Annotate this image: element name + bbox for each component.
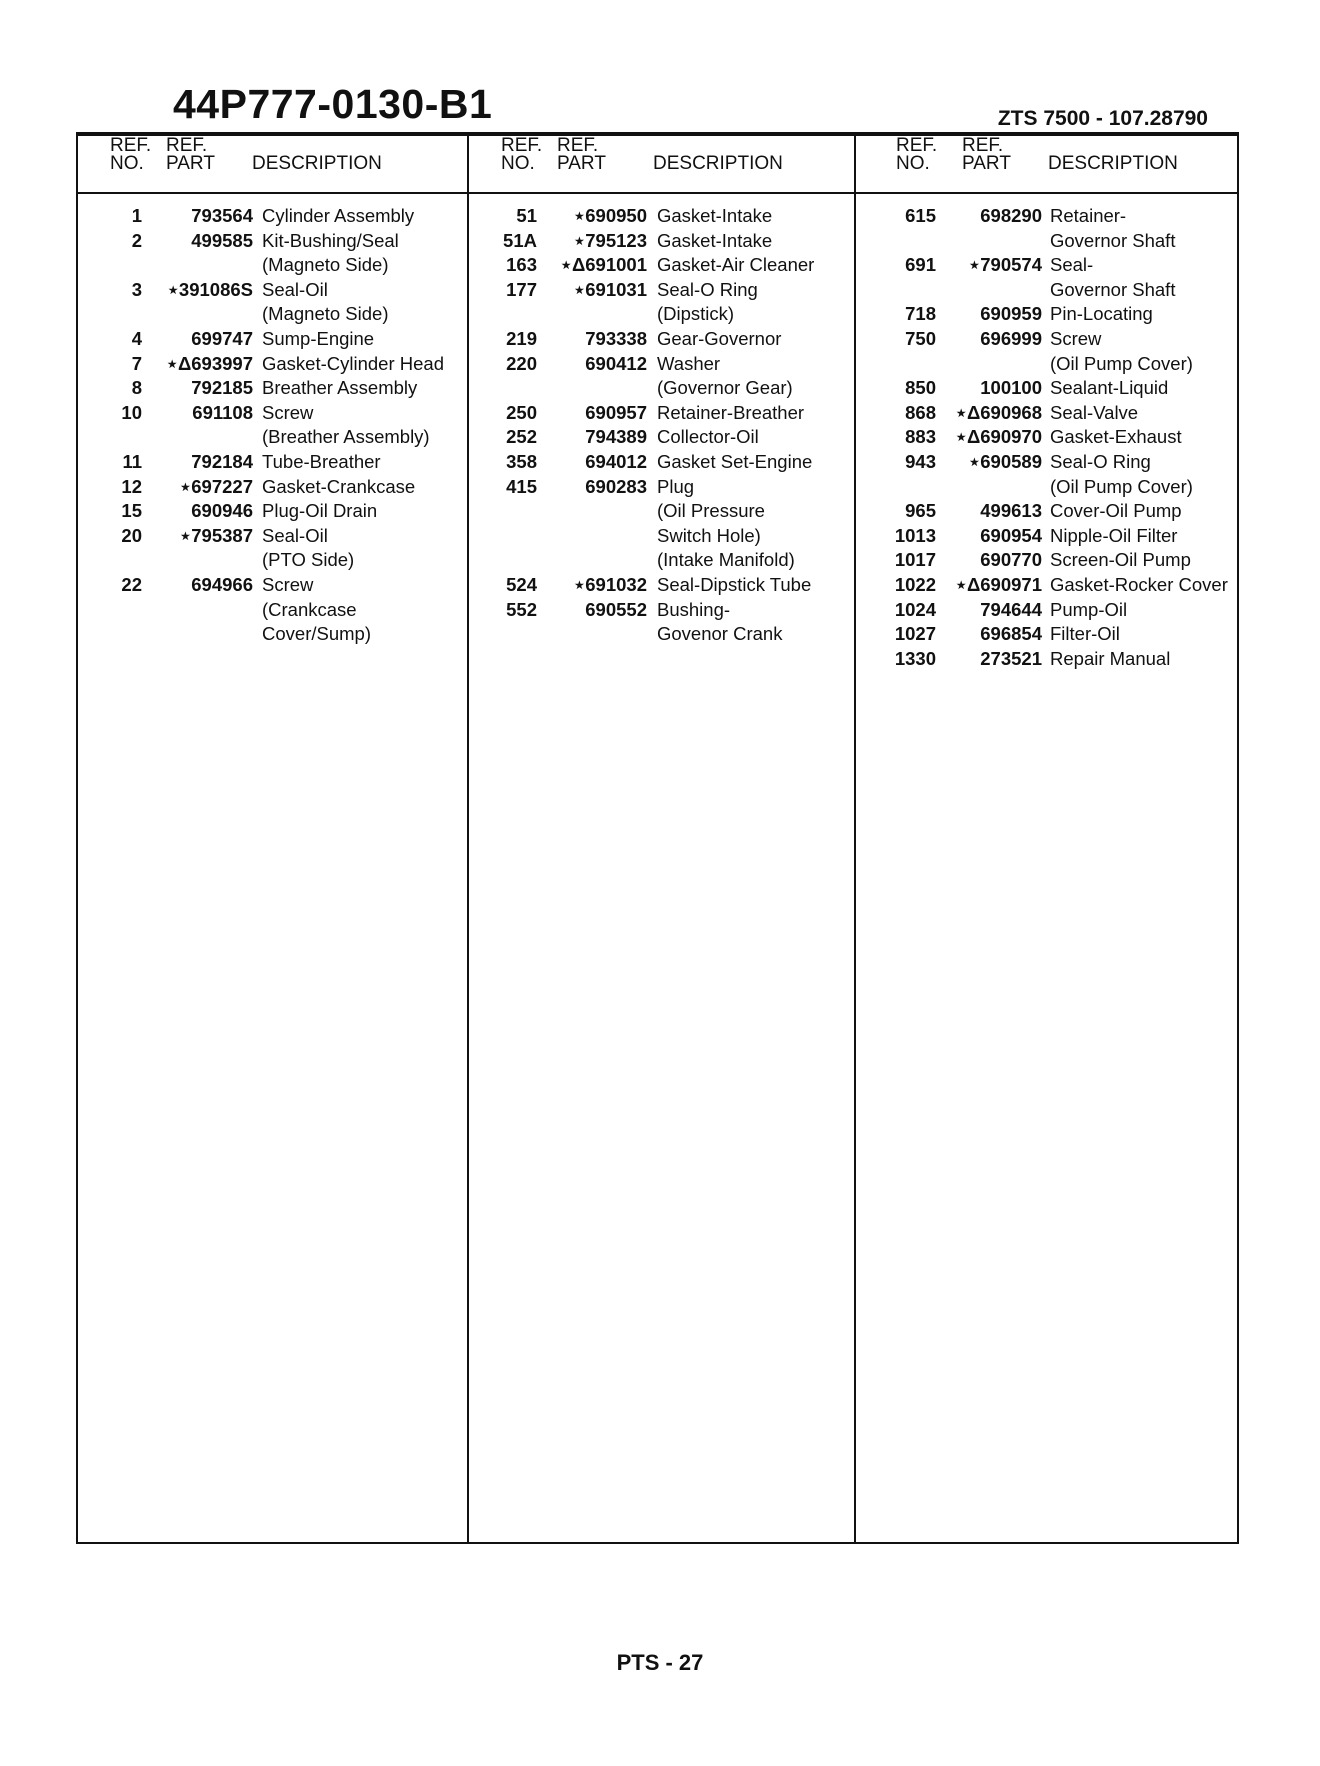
table-row <box>469 253 856 278</box>
table-row <box>78 524 467 549</box>
table-row <box>78 425 467 450</box>
part-number: ⋆690950 <box>573 205 647 226</box>
ref-number: 51 <box>516 205 537 226</box>
part-number: 793338 <box>585 327 647 349</box>
table-row <box>469 548 856 573</box>
ref-number: 51A <box>503 229 537 251</box>
ref-number: 22 <box>121 573 142 595</box>
part-description: (Governor Gear) <box>657 377 793 399</box>
part-description: Sealant-Liquid <box>1050 377 1169 399</box>
ref-number: 868 <box>905 401 936 423</box>
header-no-label: NO. <box>896 153 930 174</box>
table-row <box>856 278 1239 303</box>
table-row <box>469 475 856 500</box>
ref-number: 3 <box>131 278 142 300</box>
model-number: ZTS 7500 - 107.28790 <box>997 107 1208 130</box>
header-description-label: DESCRIPTION <box>653 153 783 174</box>
table-row <box>856 204 1239 229</box>
part-description: Gasket Set-Engine <box>657 450 813 472</box>
table-row <box>469 229 856 254</box>
ref-number: 615 <box>905 205 936 226</box>
ref-number: 524 <box>506 573 537 595</box>
header-ref-label: REF. <box>896 135 938 156</box>
part-description: Governor Shaft <box>1050 229 1176 251</box>
part-number: 698290 <box>980 205 1042 226</box>
header-ref-label: REF. <box>557 135 599 156</box>
part-description: Gasket-Exhaust <box>1050 426 1182 448</box>
table-row <box>856 401 1239 426</box>
part-description: Retainer- <box>1050 205 1127 226</box>
part-description: Seal-Dipstick Tube <box>657 573 812 595</box>
table-row <box>856 598 1239 623</box>
part-number: 690946 <box>191 500 253 522</box>
ref-number: 12 <box>121 475 142 497</box>
part-description: Pin-Locating <box>1050 303 1153 325</box>
part-number: ⋆690589 <box>968 450 1042 472</box>
table-row <box>469 425 856 450</box>
part-description: Filter-Oil <box>1050 623 1120 645</box>
table-row <box>856 475 1239 500</box>
part-number: 100100 <box>980 377 1042 399</box>
table-row <box>469 376 856 401</box>
ref-number: 358 <box>506 450 537 472</box>
table-row <box>469 598 856 623</box>
part-number: 792185 <box>191 377 253 399</box>
part-number: ⋆795387 <box>179 524 253 546</box>
ref-number: 4 <box>131 327 142 349</box>
header-ref-label: REF. <box>110 135 152 156</box>
column-header <box>856 136 1239 194</box>
table-row <box>78 622 467 647</box>
part-description: Govenor Crank <box>657 623 783 645</box>
table-row <box>78 278 467 303</box>
part-number: 690552 <box>585 598 647 620</box>
ref-number: 750 <box>905 327 936 349</box>
table-row <box>78 499 467 524</box>
part-number: 794389 <box>585 426 647 448</box>
part-list-title: 44P777-0130-B1 <box>173 81 493 127</box>
part-description: Seal-O Ring <box>657 278 758 300</box>
column-header <box>78 136 467 194</box>
ref-number: 7 <box>131 352 142 374</box>
table-row <box>469 278 856 303</box>
part-description: Cover/Sump) <box>262 623 371 645</box>
ref-number: 1013 <box>894 524 936 546</box>
header-description-label: DESCRIPTION <box>252 153 382 174</box>
ref-number: 415 <box>506 475 537 497</box>
parts-column-1 <box>78 136 467 1542</box>
table-row <box>78 327 467 352</box>
part-description: Gasket-Air Cleaner <box>657 254 815 276</box>
header-part-label: PART <box>166 153 215 174</box>
part-description: (Intake Manifold) <box>657 549 795 571</box>
part-description: Repair Manual <box>1050 647 1171 669</box>
part-number: 794644 <box>980 598 1042 620</box>
part-description: Plug <box>657 475 695 497</box>
table-row <box>469 573 856 598</box>
part-description: Plug-Oil Drain <box>262 500 378 522</box>
ref-number: 965 <box>905 500 936 522</box>
parts-column-3 <box>854 136 1239 1542</box>
table-row <box>856 499 1239 524</box>
ref-number: 1022 <box>894 573 936 595</box>
table-row <box>78 302 467 327</box>
table-row <box>469 450 856 475</box>
part-description: Collector-Oil <box>657 426 759 448</box>
part-description: (Oil Pressure <box>657 500 765 522</box>
part-description: Seal-Oil <box>262 278 328 300</box>
ref-number: 15 <box>121 500 142 522</box>
part-number: 499585 <box>191 229 253 251</box>
table-row <box>856 302 1239 327</box>
part-description: Gasket-Crankcase <box>262 475 416 497</box>
part-number: ⋆795123 <box>573 229 647 251</box>
table-row <box>856 327 1239 352</box>
part-number: 696854 <box>980 623 1042 645</box>
part-description: Seal-O Ring <box>1050 450 1151 472</box>
table-row <box>78 352 467 377</box>
part-description: Gasket-Rocker Cover <box>1050 573 1228 595</box>
part-number: ⋆790574 <box>968 254 1042 276</box>
header-ref-label: REF. <box>962 135 1004 156</box>
table-row <box>856 450 1239 475</box>
ref-number: 11 <box>122 450 142 472</box>
header-ref-label: REF. <box>166 135 208 156</box>
part-number: ⋆391086S <box>167 278 253 300</box>
part-description: Pump-Oil <box>1050 598 1128 620</box>
table-row <box>856 573 1239 598</box>
ref-number: 1024 <box>894 598 936 620</box>
column-header <box>469 136 856 194</box>
part-number: ⋆Δ690971 <box>955 573 1042 595</box>
ref-number: 2 <box>131 229 142 251</box>
part-number: 699747 <box>191 327 253 349</box>
ref-number: 850 <box>905 377 936 399</box>
table-row <box>469 524 856 549</box>
table-row <box>78 401 467 426</box>
table-row <box>856 425 1239 450</box>
part-description: Washer <box>657 352 721 374</box>
table-row <box>856 253 1239 278</box>
part-number: 690770 <box>980 549 1042 571</box>
header-description-label: DESCRIPTION <box>1048 153 1178 174</box>
part-number: ⋆Δ690970 <box>955 426 1042 448</box>
part-description: Screen-Oil Pump <box>1050 549 1191 571</box>
table-row <box>469 302 856 327</box>
parts-rows <box>856 204 1239 671</box>
header-no-label: NO. <box>501 153 535 174</box>
table-row <box>78 598 467 623</box>
ref-number: 718 <box>905 303 936 325</box>
ref-number: 8 <box>131 377 142 399</box>
table-row <box>78 475 467 500</box>
table-row <box>856 376 1239 401</box>
part-description: (Oil Pump Cover) <box>1050 475 1193 497</box>
part-description: Kit-Bushing/Seal <box>262 229 399 251</box>
part-number: 793564 <box>191 205 253 226</box>
part-description: Cover-Oil Pump <box>1050 500 1182 522</box>
part-number: 694966 <box>191 573 253 595</box>
table-row <box>469 327 856 352</box>
part-number: ⋆691032 <box>573 573 647 595</box>
part-number: 696999 <box>980 327 1042 349</box>
ref-number: 177 <box>506 278 537 300</box>
table-row <box>469 622 856 647</box>
part-description: Screw <box>1050 327 1102 349</box>
part-description: Gasket-Intake <box>657 205 773 226</box>
part-description: Gasket-Intake <box>657 229 773 251</box>
table-row <box>856 352 1239 377</box>
part-number: 694012 <box>585 450 647 472</box>
part-number: 499613 <box>980 500 1042 522</box>
part-description: Seal-Valve <box>1050 401 1139 423</box>
part-description: (Crankcase <box>262 598 357 620</box>
table-row <box>856 647 1239 672</box>
page-number: PTS - 27 <box>616 1650 704 1675</box>
part-description: Tube-Breather <box>262 450 381 472</box>
part-number: 690954 <box>980 524 1042 546</box>
header-no-label: NO. <box>110 153 144 174</box>
table-row <box>469 499 856 524</box>
table-row <box>78 253 467 278</box>
ref-number: 163 <box>506 254 537 276</box>
part-number: ⋆Δ691001 <box>560 254 647 276</box>
part-number: 273521 <box>980 647 1042 669</box>
part-description: Screw <box>262 401 314 423</box>
ref-number: 1 <box>131 205 142 226</box>
table-row <box>469 204 856 229</box>
part-description: Gasket-Cylinder Head <box>262 352 444 374</box>
table-row <box>469 401 856 426</box>
part-description: Seal- <box>1050 254 1094 276</box>
parts-rows <box>78 204 467 647</box>
part-description: Nipple-Oil Filter <box>1050 524 1178 546</box>
table-row <box>856 229 1239 254</box>
parts-column-2 <box>467 136 856 1542</box>
part-description: Governor Shaft <box>1050 278 1176 300</box>
table-row <box>78 548 467 573</box>
part-description: (Magneto Side) <box>262 303 389 325</box>
part-number: 690412 <box>585 352 647 374</box>
ref-number: 10 <box>121 401 142 423</box>
part-description: (Breather Assembly) <box>262 426 430 448</box>
table-row <box>78 204 467 229</box>
ref-number: 250 <box>506 401 537 423</box>
ref-number: 1027 <box>894 623 936 645</box>
table-row <box>856 548 1239 573</box>
part-description: Screw <box>262 573 314 595</box>
table-row <box>856 622 1239 647</box>
part-description: Bushing- <box>657 598 731 620</box>
ref-number: 219 <box>506 327 537 349</box>
ref-number: 943 <box>905 450 936 472</box>
ref-number: 1330 <box>894 647 936 669</box>
part-description: (Magneto Side) <box>262 254 389 276</box>
part-number: ⋆691031 <box>573 278 647 300</box>
part-number: ⋆Δ693997 <box>166 352 253 374</box>
part-description: (Dipstick) <box>657 303 735 325</box>
part-number: 690283 <box>585 475 647 497</box>
header-ref-label: REF. <box>501 135 543 156</box>
table-row <box>78 229 467 254</box>
part-number: ⋆Δ690968 <box>955 401 1042 423</box>
part-description: Retainer-Breather <box>657 401 805 423</box>
header-part-label: PART <box>557 153 606 174</box>
part-description: (Oil Pump Cover) <box>1050 352 1193 374</box>
header-part-label: PART <box>962 153 1011 174</box>
part-description: Switch Hole) <box>657 524 761 546</box>
ref-number: 220 <box>506 352 537 374</box>
parts-rows <box>469 204 856 647</box>
part-description: Cylinder Assembly <box>262 205 415 226</box>
part-description: Seal-Oil <box>262 524 328 546</box>
part-number: ⋆697227 <box>179 475 253 497</box>
ref-number: 691 <box>905 254 936 276</box>
part-description: Breather Assembly <box>262 377 418 399</box>
parts-table <box>76 132 1239 1544</box>
part-description: Gear-Governor <box>657 327 782 349</box>
table-row <box>469 352 856 377</box>
ref-number: 1017 <box>894 549 936 571</box>
part-number: 691108 <box>192 401 253 423</box>
part-number: 690959 <box>980 303 1042 325</box>
ref-number: 20 <box>121 524 142 546</box>
ref-number: 552 <box>506 598 537 620</box>
table-row <box>856 524 1239 549</box>
part-description: Sump-Engine <box>262 327 375 349</box>
part-description: (PTO Side) <box>262 549 355 571</box>
ref-number: 883 <box>905 426 936 448</box>
table-row <box>78 573 467 598</box>
table-row <box>78 450 467 475</box>
part-number: 792184 <box>191 450 253 472</box>
ref-number: 252 <box>506 426 537 448</box>
part-number: 690957 <box>585 401 647 423</box>
table-row <box>78 376 467 401</box>
